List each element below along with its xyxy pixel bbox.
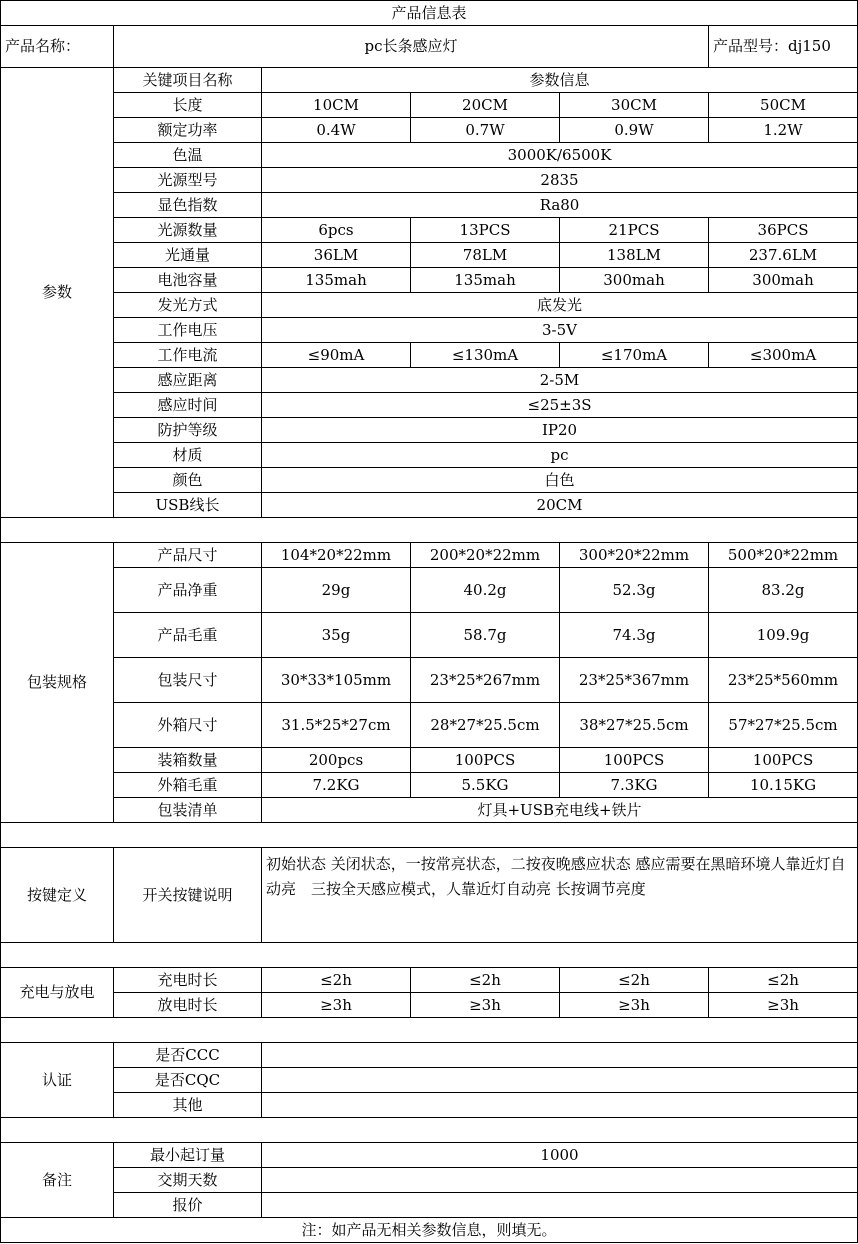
row-value-span: 白色 [262, 468, 858, 493]
row-value-span: 3-5V [262, 318, 858, 343]
row-value-span: IP20 [262, 418, 858, 443]
row-name: 光源型号 [114, 168, 262, 193]
row-name: 发光方式 [114, 293, 262, 318]
row-value: 200pcs [262, 748, 411, 773]
spacer-row [1, 518, 858, 543]
row-value-span [262, 1068, 858, 1093]
table-row [1, 368, 858, 393]
row-value: 83.2g [709, 568, 858, 613]
table-row [1, 993, 858, 1018]
row-name: 电池容量 [114, 268, 262, 293]
row-value: ≥3h [709, 993, 858, 1018]
header-value: 参数信息 [262, 68, 858, 93]
row-value: 300*20*22mm [560, 543, 709, 568]
section-label: 按键定义 [1, 848, 114, 943]
row-value: 100PCS [411, 748, 560, 773]
table-row [1, 568, 858, 613]
row-value: 36PCS [709, 218, 858, 243]
row-value: 23*25*267mm [411, 658, 560, 703]
row-name: 额定功率 [114, 118, 262, 143]
row-value-span: 灯具+USB充电线+铁片 [262, 798, 858, 823]
row-value: 52.3g [560, 568, 709, 613]
table-row [1, 393, 858, 418]
row-value: 23*25*560mm [709, 658, 858, 703]
table-row [1, 168, 858, 193]
row-value: ≤90mA [262, 343, 411, 368]
table-row [1, 143, 858, 168]
row-name: 材质 [114, 443, 262, 468]
section-label: 参数 [1, 68, 114, 518]
row-value: 13PCS [411, 218, 560, 243]
row-value: 7.3KG [560, 773, 709, 798]
row-value: 237.6LM [709, 243, 858, 268]
row-value: 6pcs [262, 218, 411, 243]
row-value: 10.15KG [709, 773, 858, 798]
row-value: 7.2KG [262, 773, 411, 798]
row-value: ≥3h [560, 993, 709, 1018]
row-name: 包装尺寸 [114, 658, 262, 703]
row-value: ≤170mA [560, 343, 709, 368]
row-value: 40.2g [411, 568, 560, 613]
row-name: 色温 [114, 143, 262, 168]
row-name: 报价 [114, 1193, 262, 1218]
row-value: ≤2h [262, 968, 411, 993]
table-row [1, 343, 858, 368]
row-value: ≥3h [411, 993, 560, 1018]
row-value-span: 3000K/6500K [262, 143, 858, 168]
row-name: 包装清单 [114, 798, 262, 823]
row-value: 135mah [262, 268, 411, 293]
table-row [1, 658, 858, 703]
row-name: 是否CCC [114, 1043, 262, 1068]
row-value-span [262, 1093, 858, 1118]
row-name: 光通量 [114, 243, 262, 268]
row-value-span: 2835 [262, 168, 858, 193]
row-name: 工作电流 [114, 343, 262, 368]
spacer-cell [1, 823, 858, 848]
row-name: 长度 [114, 93, 262, 118]
row-value-span: Ra80 [262, 193, 858, 218]
product-name-value: pc长条感应灯 [114, 26, 709, 68]
row-value: 5.5KG [411, 773, 560, 798]
row-name: 外箱毛重 [114, 773, 262, 798]
row-value: 38*27*25.5cm [560, 703, 709, 748]
table-row [1, 418, 858, 443]
row-name: 防护等级 [114, 418, 262, 443]
row-name: 颜色 [114, 468, 262, 493]
row-name: 放电时长 [114, 993, 262, 1018]
table-row [1, 543, 858, 568]
table-row [1, 703, 858, 748]
row-name: 感应时间 [114, 393, 262, 418]
footer-row [1, 1218, 858, 1243]
row-value: 100PCS [709, 748, 858, 773]
row-value: 28*27*25.5cm [411, 703, 560, 748]
row-value: 50CM [709, 93, 858, 118]
table-row [1, 613, 858, 658]
row-value: 74.3g [560, 613, 709, 658]
table-row [1, 968, 858, 993]
spacer-row [1, 1018, 858, 1043]
row-value: 30CM [560, 93, 709, 118]
spacer-cell [1, 943, 858, 968]
row-value-span [262, 1168, 858, 1193]
spacer-cell [1, 1018, 858, 1043]
row-value: 10CM [262, 93, 411, 118]
row-name: 外箱尺寸 [114, 703, 262, 748]
table-row [1, 1093, 858, 1118]
key-description: 初始状态 关闭状态，一按常亮状态，二按夜晚感应状态 感应需要在黑暗环境人靠近灯自动亮 三按全天感应模式，人靠近灯自动亮 长按调节亮度 [262, 848, 858, 943]
row-name: 最小起订量 [114, 1143, 262, 1168]
table-row [1, 1068, 858, 1093]
row-name: 交期天数 [114, 1168, 262, 1193]
table-row [1, 848, 858, 943]
row-value: 500*20*22mm [709, 543, 858, 568]
spacer-cell [1, 1118, 858, 1143]
footer-note: 注：如产品无相关参数信息，则填无。 [1, 1218, 858, 1243]
table-row [1, 443, 858, 468]
product-model: 产品型号：dj150 [709, 26, 858, 68]
row-value: 138LM [560, 243, 709, 268]
spacer-row [1, 1118, 858, 1143]
row-name: 光源数量 [114, 218, 262, 243]
row-value: ≤300mA [709, 343, 858, 368]
row-value: 20CM [411, 93, 560, 118]
row-value: ≤2h [411, 968, 560, 993]
row-value: 23*25*367mm [560, 658, 709, 703]
row-name: 工作电压 [114, 318, 262, 343]
row-name: 装箱数量 [114, 748, 262, 773]
header-key: 关键项目名称 [114, 68, 262, 93]
table-title: 产品信息表 [1, 1, 858, 26]
row-name: 充电时长 [114, 968, 262, 993]
section-label: 备注 [1, 1143, 114, 1218]
spacer-row [1, 823, 858, 848]
row-value: 104*20*22mm [262, 543, 411, 568]
row-value-span: 20CM [262, 493, 858, 518]
table-row [1, 68, 858, 93]
table-row [1, 748, 858, 773]
row-value: 30*33*105mm [262, 658, 411, 703]
table-row [1, 318, 858, 343]
row-value: 0.9W [560, 118, 709, 143]
row-name: 产品尺寸 [114, 543, 262, 568]
section-label: 包装规格 [1, 543, 114, 823]
table-row [1, 773, 858, 798]
row-name: 显色指数 [114, 193, 262, 218]
row-value: 0.7W [411, 118, 560, 143]
row-value: 21PCS [560, 218, 709, 243]
row-value: ≤130mA [411, 343, 560, 368]
row-value: ≤2h [560, 968, 709, 993]
row-value: 36LM [262, 243, 411, 268]
row-name: 是否CQC [114, 1068, 262, 1093]
table-row [1, 293, 858, 318]
table-row [1, 1043, 858, 1068]
row-value: 135mah [411, 268, 560, 293]
table-row [1, 493, 858, 518]
row-value: 58.7g [411, 613, 560, 658]
row-value: 57*27*25.5cm [709, 703, 858, 748]
table-row [1, 798, 858, 823]
row-value: 100PCS [560, 748, 709, 773]
row-value-span [262, 1043, 858, 1068]
table-row [1, 193, 858, 218]
row-name: 产品毛重 [114, 613, 262, 658]
row-value: ≤2h [709, 968, 858, 993]
row-value-span: pc [262, 443, 858, 468]
row-value-span [262, 1193, 858, 1218]
product-name-label: 产品名称： [1, 26, 114, 68]
row-value-span: 底发光 [262, 293, 858, 318]
table-row [1, 93, 858, 118]
row-value: 200*20*22mm [411, 543, 560, 568]
table-row [1, 1168, 858, 1193]
row-value: 29g [262, 568, 411, 613]
row-name: USB线长 [114, 493, 262, 518]
row-value: 109.9g [709, 613, 858, 658]
row-value: 300mah [709, 268, 858, 293]
section-label: 充电与放电 [1, 968, 114, 1018]
row-value: 78LM [411, 243, 560, 268]
row-value: 31.5*25*27cm [262, 703, 411, 748]
row-name: 其他 [114, 1093, 262, 1118]
row-name: 感应距离 [114, 368, 262, 393]
row-value-span: 2-5M [262, 368, 858, 393]
spacer-cell [1, 518, 858, 543]
spacer-row [1, 943, 858, 968]
row-name: 开关按键说明 [114, 848, 262, 943]
row-value: 1.2W [709, 118, 858, 143]
row-value: ≥3h [262, 993, 411, 1018]
table-row [1, 1143, 858, 1168]
row-value: 300mah [560, 268, 709, 293]
table-row [1, 268, 858, 293]
table-row [1, 218, 858, 243]
row-value-span: ≤25±3S [262, 393, 858, 418]
table-row [1, 1193, 858, 1218]
row-value-span: 1000 [262, 1143, 858, 1168]
table-row [1, 468, 858, 493]
row-value: 0.4W [262, 118, 411, 143]
row-value: 35g [262, 613, 411, 658]
table-row [1, 243, 858, 268]
section-label: 认证 [1, 1043, 114, 1118]
table-row [1, 118, 858, 143]
row-name: 产品净重 [114, 568, 262, 613]
